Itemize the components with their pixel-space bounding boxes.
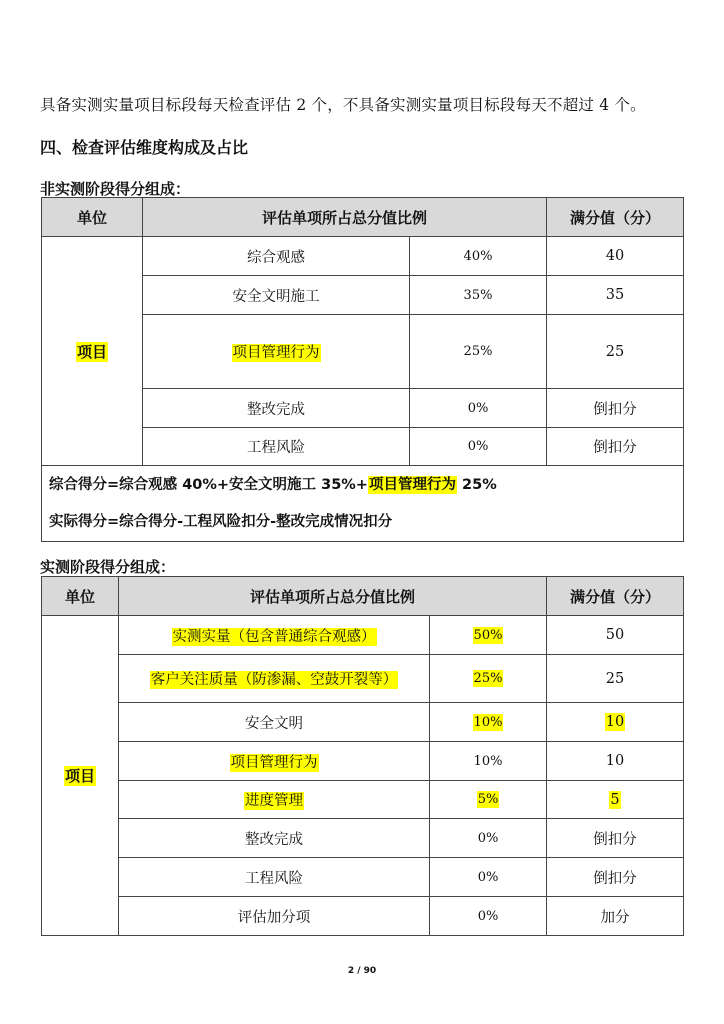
item-name: 项目管理行为 [230,754,318,771]
item-score: 倒扣分 [547,858,684,897]
table1-unit-cell [42,237,143,466]
item-ratio: 40% [410,237,547,276]
formula-composite-tail: 25% [456,476,497,493]
item-ratio-cell [430,781,547,819]
table-row [42,781,684,819]
table1-caption: 非实测阶段得分组成： [40,180,191,198]
formula-composite [49,467,683,504]
item-name: 综合观感 [143,237,410,276]
item-ratio: 0% [410,428,547,466]
page-number: 2 / 90 [347,966,377,976]
table-row [42,655,684,703]
item-name: 实测实量（包含普通综合观感） [172,628,376,645]
item-name-cell [119,781,430,819]
item-name: 整改完成 [119,819,430,858]
non-measure-score-table [41,197,684,542]
table2-header-score: 满分值（分） [547,577,684,616]
item-ratio: 10% [430,742,547,781]
item-score-cell [547,781,684,819]
item-score: 25 [547,315,684,389]
table1-header-item: 评估单项所占总分值比例 [143,198,547,237]
table2-header-unit: 单位 [42,577,119,616]
item-name: 进度管理 [245,793,303,809]
item-score-cell [547,703,684,742]
item-ratio: 10% [473,714,503,730]
table-row [42,897,684,936]
item-ratio-cell [430,703,547,742]
item-ratio: 25% [410,315,547,389]
table2-header-row [42,577,684,616]
intro-paragraph: 具备实测实量项目标段每天检查评估 2 个，不具备实测实量项目标段每天不超过 4 个。 [40,96,646,114]
item-ratio: 0% [430,897,547,936]
item-score: 5 [610,791,620,808]
item-ratio: 0% [430,858,547,897]
item-name: 工程风险 [143,428,410,466]
item-ratio-cell [430,616,547,655]
table1-header-score: 满分值（分） [547,198,684,237]
table-row [42,237,684,276]
item-score: 50 [547,616,684,655]
table-row [42,858,684,897]
table-row [42,703,684,742]
item-score: 倒扣分 [547,389,684,428]
item-ratio: 35% [410,276,547,315]
item-ratio: 0% [410,389,547,428]
formula-composite-highlight: 项目管理行为 [368,476,456,493]
item-name: 整改完成 [143,389,410,428]
section-heading: 四、检查评估维度构成及占比 [40,138,249,157]
item-score: 40 [547,237,684,276]
item-name-cell [143,315,410,389]
table1-header-unit: 单位 [42,198,143,237]
table-row [42,616,684,655]
formula-row [42,466,684,542]
item-name-cell [119,742,430,781]
item-ratio: 0% [430,819,547,858]
measure-score-table [41,576,684,936]
item-ratio: 5% [477,792,499,807]
item-score: 10 [547,742,684,781]
item-name: 评估加分项 [119,897,430,936]
item-name-cell [119,655,430,703]
formula-actual: 实际得分=综合得分-工程风险扣分-整改完成情况扣分 [49,513,393,530]
item-name: 工程风险 [119,858,430,897]
item-name: 客户关注质量（防渗漏、空鼓开裂等） [150,672,398,688]
item-ratio-cell [430,655,547,703]
table2-header-item: 评估单项所占总分值比例 [119,577,547,616]
item-score: 10 [605,714,625,730]
formula-composite-text: 综合得分=综合观感 40%+安全文明施工 35%+ [49,476,368,493]
item-score: 倒扣分 [547,819,684,858]
item-name-cell [119,616,430,655]
table2-unit-cell [42,616,119,936]
item-score: 加分 [547,897,684,936]
table2-caption: 实测阶段得分组成： [40,558,176,576]
table1-unit-label: 项目 [76,342,107,361]
item-score: 35 [547,276,684,315]
item-score: 倒扣分 [547,428,684,466]
table-row [42,819,684,858]
formula-cell [42,466,684,542]
item-name: 安全文明 [119,703,430,742]
item-ratio: 25% [473,671,503,686]
item-name: 项目管理行为 [232,345,320,361]
table2-unit-label: 项目 [64,767,95,785]
table1-header-row [42,198,684,237]
table-row [42,742,684,781]
item-score: 25 [547,655,684,703]
item-name: 安全文明施工 [143,276,410,315]
item-ratio: 50% [473,627,503,643]
